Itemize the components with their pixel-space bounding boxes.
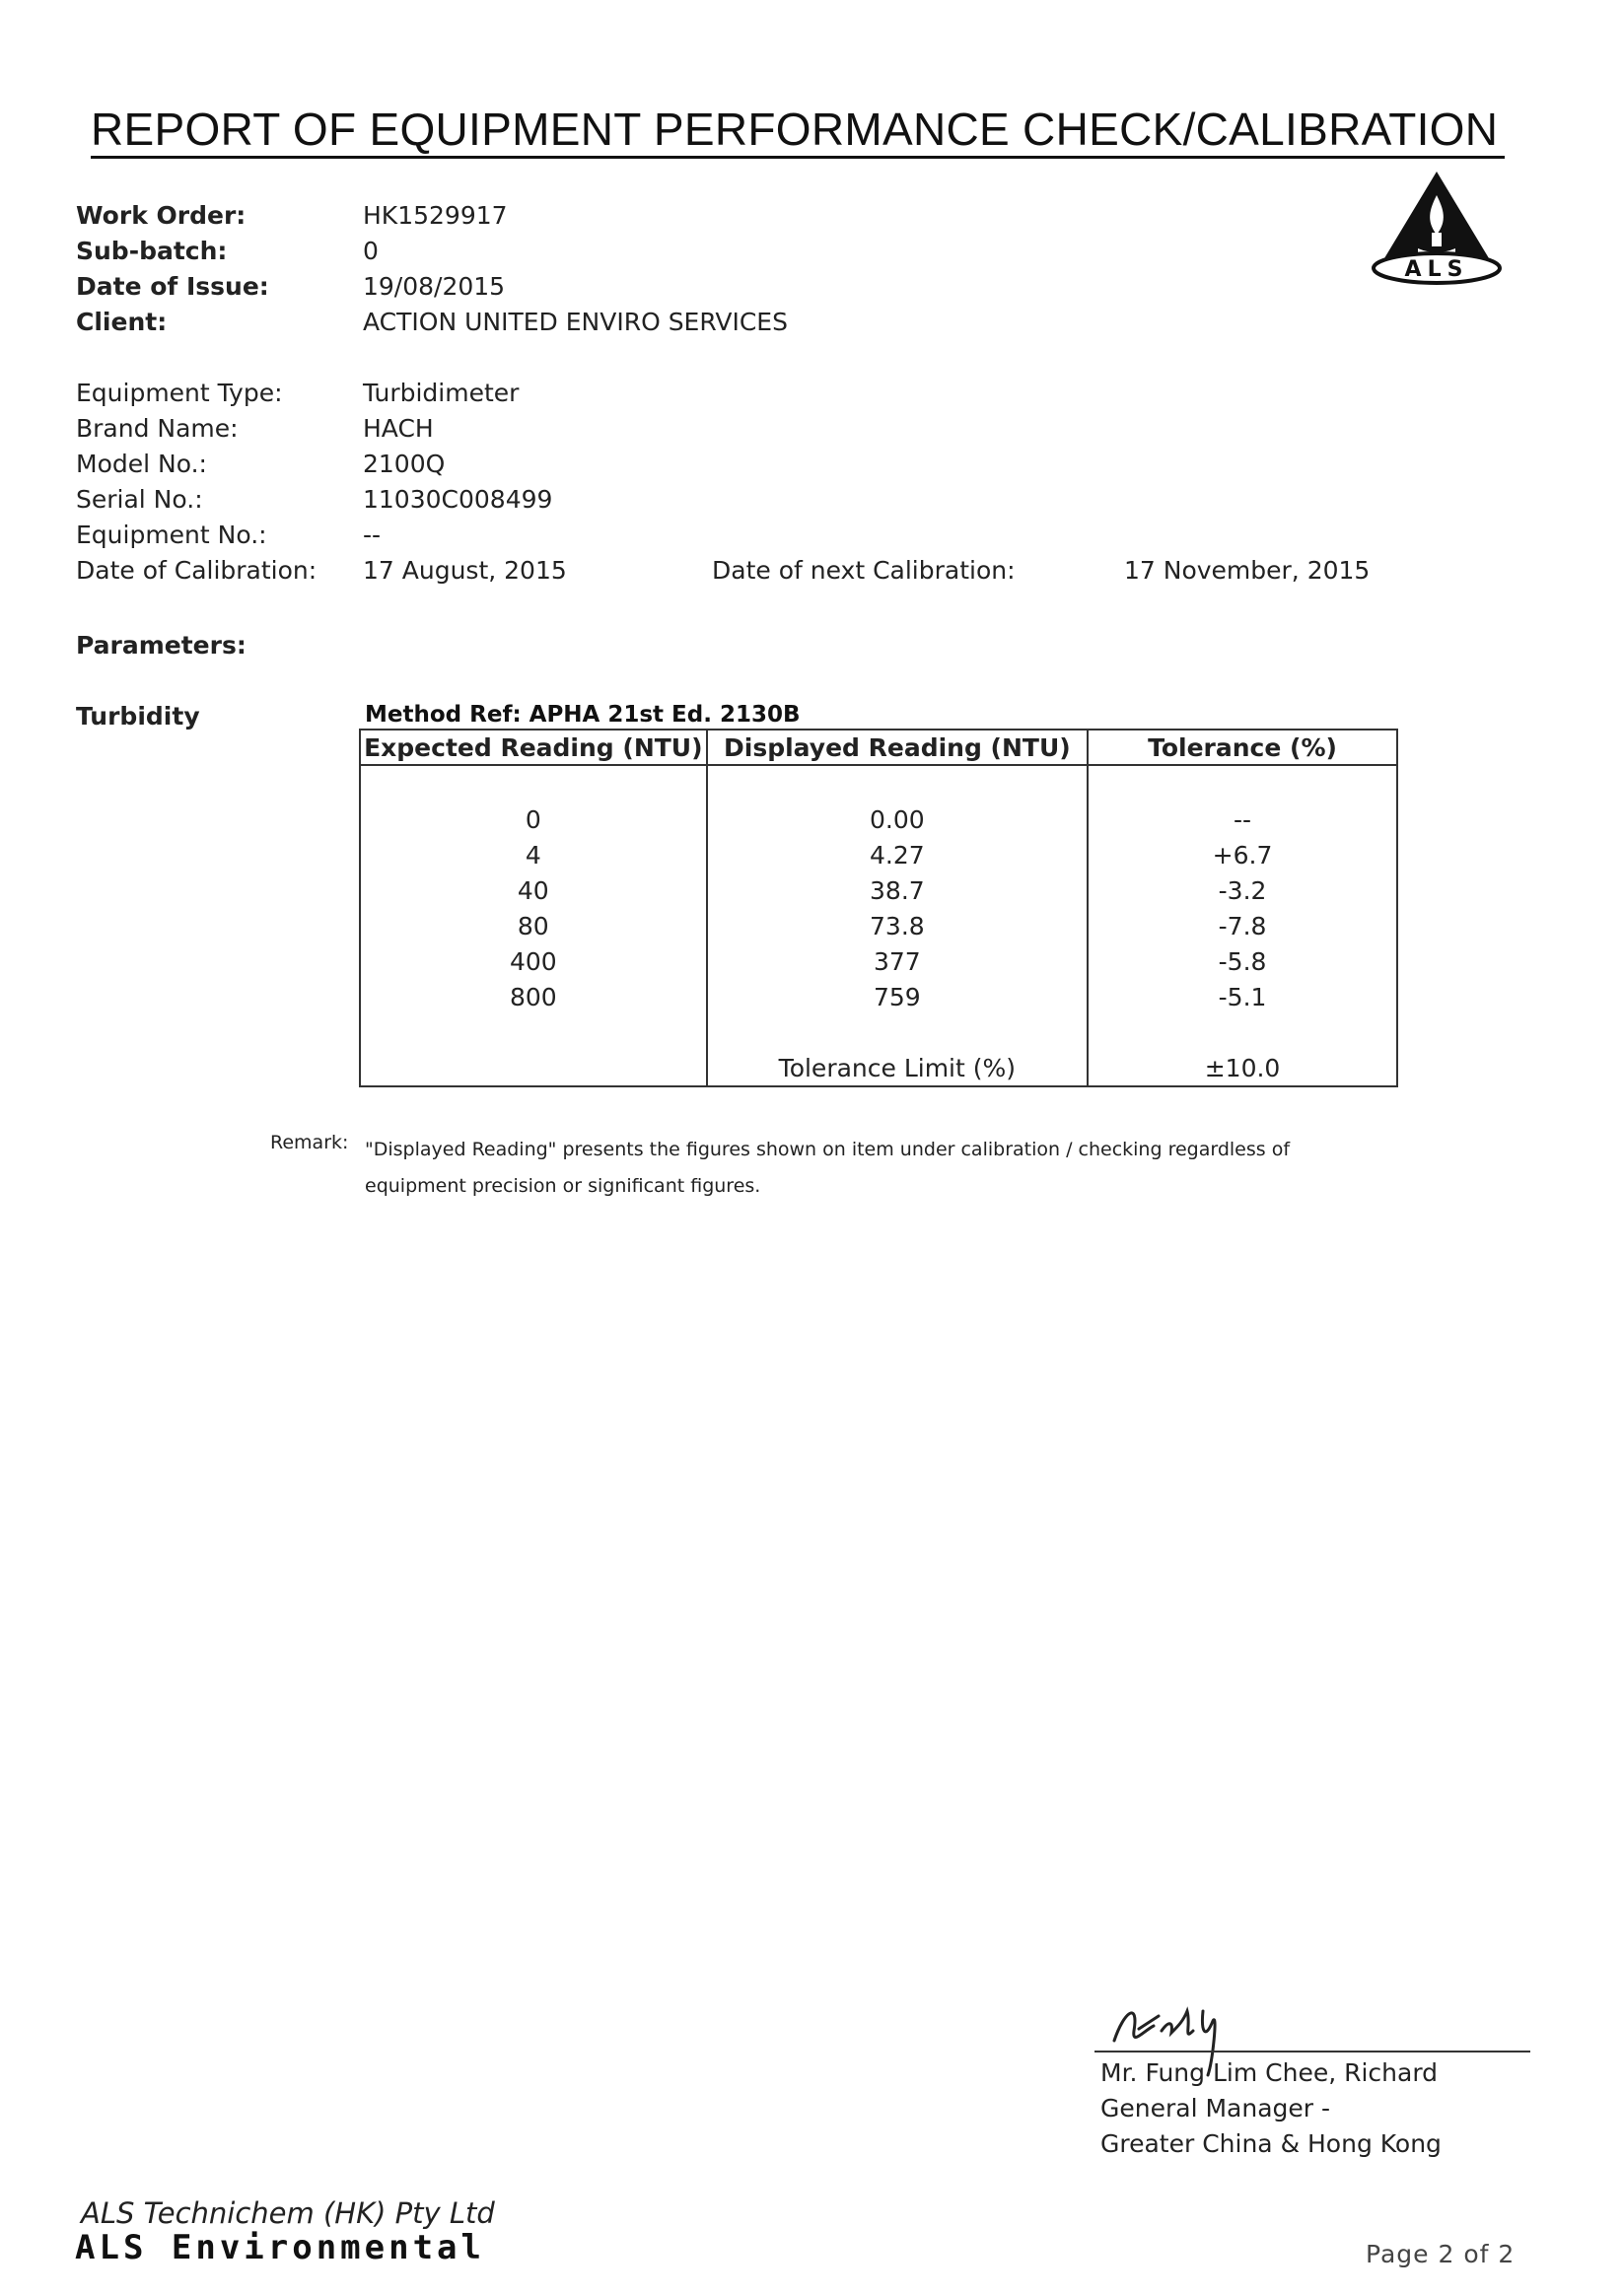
method-reference: Method Ref: APHA 21st Ed. 2130B <box>365 702 801 728</box>
tolerance-cell: -3.2 <box>1088 872 1397 908</box>
displayed-cell: 0.00 <box>707 801 1088 837</box>
tolerance-limit-value: ±10.0 <box>1088 1050 1397 1086</box>
report-title: REPORT OF EQUIPMENT PERFORMANCE CHECK/CALIBRATION <box>91 104 1499 155</box>
displayed-cell: 759 <box>707 979 1088 1014</box>
tolerance-cell: +6.7 <box>1088 837 1397 872</box>
table-spacer-row <box>360 765 1397 801</box>
displayed-cell: 4.27 <box>707 837 1088 872</box>
expected-cell: 80 <box>360 908 707 943</box>
tolerance-limit-label: Tolerance Limit (%) <box>707 1050 1088 1086</box>
displayed-cell: 73.8 <box>707 908 1088 943</box>
signature-line <box>1094 2051 1530 2052</box>
table-row <box>360 872 1397 908</box>
expected-cell: 400 <box>360 943 707 979</box>
date-of-calibration-value: 17 August, 2015 <box>363 556 567 585</box>
date-of-issue-value: 19/08/2015 <box>363 272 506 301</box>
table-row <box>360 943 1397 979</box>
serial-no-label: Serial No.: <box>76 485 203 514</box>
logo-text: ALS <box>1404 257 1469 282</box>
tolerance-cell: -5.1 <box>1088 979 1397 1014</box>
tolerance-cell: -5.8 <box>1088 943 1397 979</box>
remark-label: Remark: <box>270 1132 349 1153</box>
remark-text: "Displayed Reading" presents the figures shown on item under calibration / checking regardless of equipment precision or significant figures. <box>365 1139 1291 1197</box>
brand-name-label: Brand Name: <box>76 414 239 443</box>
equipment-no-value: -- <box>363 521 382 549</box>
tolerance-limit-row <box>360 1050 1397 1086</box>
header-expected-reading: Expected Reading (NTU) <box>360 730 707 765</box>
brand-name-value: HACH <box>363 414 434 443</box>
work-order-label: Work Order: <box>76 201 247 230</box>
table-header-row <box>360 730 1397 765</box>
model-no-value: 2100Q <box>363 450 446 478</box>
header-tolerance: Tolerance (%) <box>1088 730 1397 765</box>
next-calibration-label: Date of next Calibration: <box>712 556 1016 585</box>
expected-cell: 40 <box>360 872 707 908</box>
company-name: ALS Technichem (HK) Pty Ltd <box>81 2196 495 2230</box>
equipment-type-value: Turbidimeter <box>363 379 520 407</box>
expected-cell: 0 <box>360 801 707 837</box>
table-row <box>360 979 1397 1014</box>
table-row <box>360 837 1397 872</box>
parameter-name: Turbidity <box>76 702 200 731</box>
model-no-label: Model No.: <box>76 450 207 478</box>
work-order-value: HK1529917 <box>363 201 508 230</box>
title-underline <box>91 156 1505 159</box>
tolerance-cell: -- <box>1088 801 1397 837</box>
table-spacer-row <box>360 1014 1397 1050</box>
next-calibration-value: 17 November, 2015 <box>1124 556 1371 585</box>
table-row <box>360 908 1397 943</box>
brand-wordmark: ALS Environmental <box>75 2228 485 2267</box>
serial-no-value: 11030C008499 <box>363 485 553 514</box>
signatory-title: General Manager - <box>1100 2094 1331 2122</box>
equipment-no-label: Equipment No.: <box>76 521 267 549</box>
client-value: ACTION UNITED ENVIRO SERVICES <box>363 308 788 336</box>
als-logo-icon <box>1369 170 1505 286</box>
displayed-cell: 38.7 <box>707 872 1088 908</box>
signatory-name: Mr. Fung Lim Chee, Richard <box>1100 2058 1439 2087</box>
equipment-type-label: Equipment Type: <box>76 379 283 407</box>
tolerance-cell: -7.8 <box>1088 908 1397 943</box>
page-number: Page 2 of 2 <box>1366 2240 1516 2268</box>
sub-batch-value: 0 <box>363 237 379 265</box>
calibration-table <box>359 729 1398 1087</box>
expected-cell: 4 <box>360 837 707 872</box>
parameters-heading: Parameters: <box>76 631 247 660</box>
sub-batch-label: Sub-batch: <box>76 237 228 265</box>
date-of-issue-label: Date of Issue: <box>76 272 269 301</box>
date-of-calibration-label: Date of Calibration: <box>76 556 318 585</box>
displayed-cell: 377 <box>707 943 1088 979</box>
table-row <box>360 801 1397 837</box>
expected-cell: 800 <box>360 979 707 1014</box>
header-displayed-reading: Displayed Reading (NTU) <box>707 730 1088 765</box>
signatory-region: Greater China & Hong Kong <box>1100 2129 1442 2158</box>
client-label: Client: <box>76 308 168 336</box>
